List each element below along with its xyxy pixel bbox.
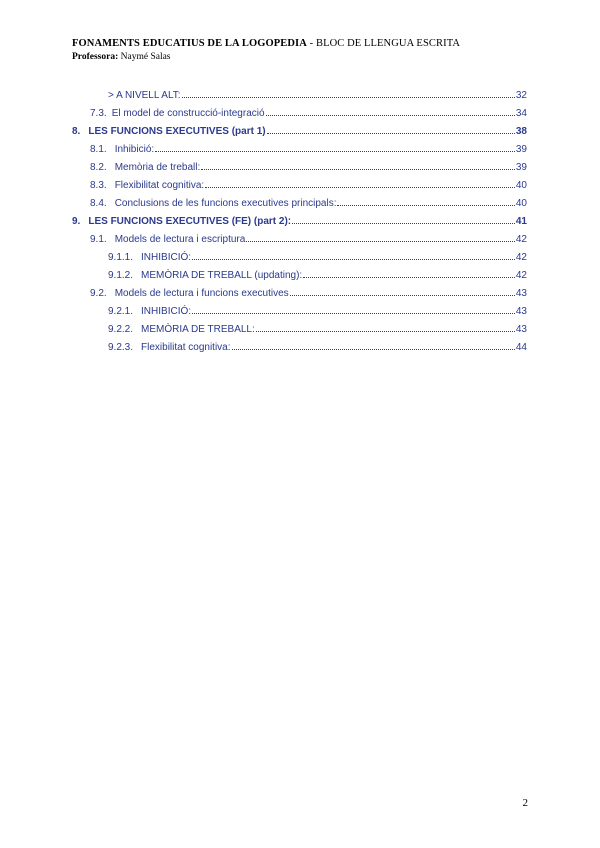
toc-page: 39 — [515, 162, 527, 173]
professor-label: Professora: — [72, 52, 119, 62]
toc-number: 9.2.3. — [108, 342, 134, 353]
toc-title: LES FUNCIONS EXECUTIVES (part 1) — [88, 126, 266, 137]
toc-page: 42 — [515, 234, 527, 245]
toc-entry-9[interactable] — [72, 214, 527, 232]
toc-page: 43 — [515, 324, 527, 335]
toc-title: > A NIVELL ALT: — [108, 90, 181, 101]
toc-title: INHIBICIÓ: — [141, 252, 192, 263]
toc-title: MEMÒRIA DE TREBALL (updating): — [141, 270, 303, 281]
toc-number: 9.2.1. — [108, 306, 134, 317]
toc-page: 42 — [515, 270, 527, 281]
toc-number: 9.2. — [90, 288, 107, 299]
toc-entry-8-3[interactable] — [72, 178, 527, 196]
toc-entry-9-2-3[interactable] — [72, 340, 527, 358]
leader-dots — [267, 124, 515, 134]
leader-dots — [155, 142, 515, 152]
toc-entry-a-nivell-alt[interactable] — [72, 88, 527, 106]
block-name: - BLOC DE LLENGUA ESCRITA — [306, 38, 461, 49]
toc-entry-9-2[interactable] — [72, 286, 527, 304]
toc-entry-7-3[interactable] — [72, 106, 527, 124]
toc-number: 7.3. — [90, 108, 107, 119]
leader-dots — [192, 250, 515, 260]
toc-entry-9-2-1[interactable] — [72, 304, 527, 322]
table-of-contents — [72, 88, 527, 358]
leader-dots — [266, 106, 515, 116]
toc-number: 8.3. — [90, 180, 107, 191]
toc-title: Models de lectura i escriptura — [114, 234, 246, 245]
toc-title: Inhibició: — [114, 144, 155, 155]
toc-number: 9. — [72, 216, 81, 227]
toc-page: 41 — [515, 216, 527, 227]
toc-entry-8-2[interactable] — [72, 160, 527, 178]
professor-name: Naymé Salas — [118, 52, 171, 62]
toc-entry-9-1-2[interactable] — [72, 268, 527, 286]
toc-title: Flexibilitat cognitiva: — [114, 180, 205, 191]
leader-dots — [303, 268, 515, 278]
course-name: FONAMENTS EDUCATIUS DE LA LOGOPEDIA — [72, 38, 307, 49]
toc-page: 39 — [515, 144, 527, 155]
toc-page: 43 — [515, 306, 527, 317]
leader-dots — [232, 340, 515, 350]
leader-dots — [292, 214, 515, 224]
toc-page: 34 — [515, 108, 527, 119]
toc-page: 40 — [515, 180, 527, 191]
toc-number: 8.1. — [90, 144, 107, 155]
leader-dots — [290, 286, 515, 296]
toc-title: Flexibilitat cognitiva: — [141, 342, 231, 353]
leader-dots — [201, 160, 515, 170]
toc-page: 38 — [515, 126, 527, 137]
toc-number: 8.4. — [90, 198, 107, 209]
toc-entry-9-1[interactable] — [72, 232, 527, 250]
toc-entry-8-1[interactable] — [72, 142, 527, 160]
toc-entry-8-4[interactable] — [72, 196, 527, 214]
toc-page: 40 — [515, 198, 527, 209]
toc-page: 44 — [515, 342, 527, 353]
toc-entry-8[interactable] — [72, 124, 527, 142]
toc-number: 9.2.2. — [108, 324, 134, 335]
toc-number: 9.1. — [90, 234, 107, 245]
leader-dots — [337, 196, 514, 206]
toc-title: Models de lectura i funcions executives — [114, 288, 289, 299]
toc-entry-9-1-1[interactable] — [72, 250, 527, 268]
toc-number: 9.1.2. — [108, 270, 134, 281]
professor-line — [72, 52, 460, 62]
leader-dots — [246, 232, 515, 242]
toc-page: 32 — [515, 90, 527, 101]
course-title — [72, 38, 460, 49]
leader-dots — [205, 178, 515, 188]
page-header — [72, 38, 460, 62]
toc-number: 8.2. — [90, 162, 107, 173]
leader-dots — [256, 322, 515, 332]
toc-title: Conclusions de les funcions executives principals: — [114, 198, 337, 209]
toc-title: LES FUNCIONS EXECUTIVES (FE) (part 2): — [88, 216, 292, 227]
toc-page: 43 — [515, 288, 527, 299]
toc-title: MEMÒRIA DE TREBALL: — [141, 324, 255, 335]
toc-number: 9.1.1. — [108, 252, 134, 263]
toc-number: 8. — [72, 126, 81, 137]
toc-entry-9-2-2[interactable] — [72, 322, 527, 340]
toc-title: Memòria de treball: — [114, 162, 201, 173]
toc-page: 42 — [515, 252, 527, 263]
page-number: 2 — [522, 797, 528, 809]
leader-dots — [192, 304, 515, 314]
leader-dots — [182, 88, 515, 98]
toc-title: INHIBICIÓ: — [141, 306, 192, 317]
toc-title: El model de construcció-integració — [111, 108, 265, 119]
